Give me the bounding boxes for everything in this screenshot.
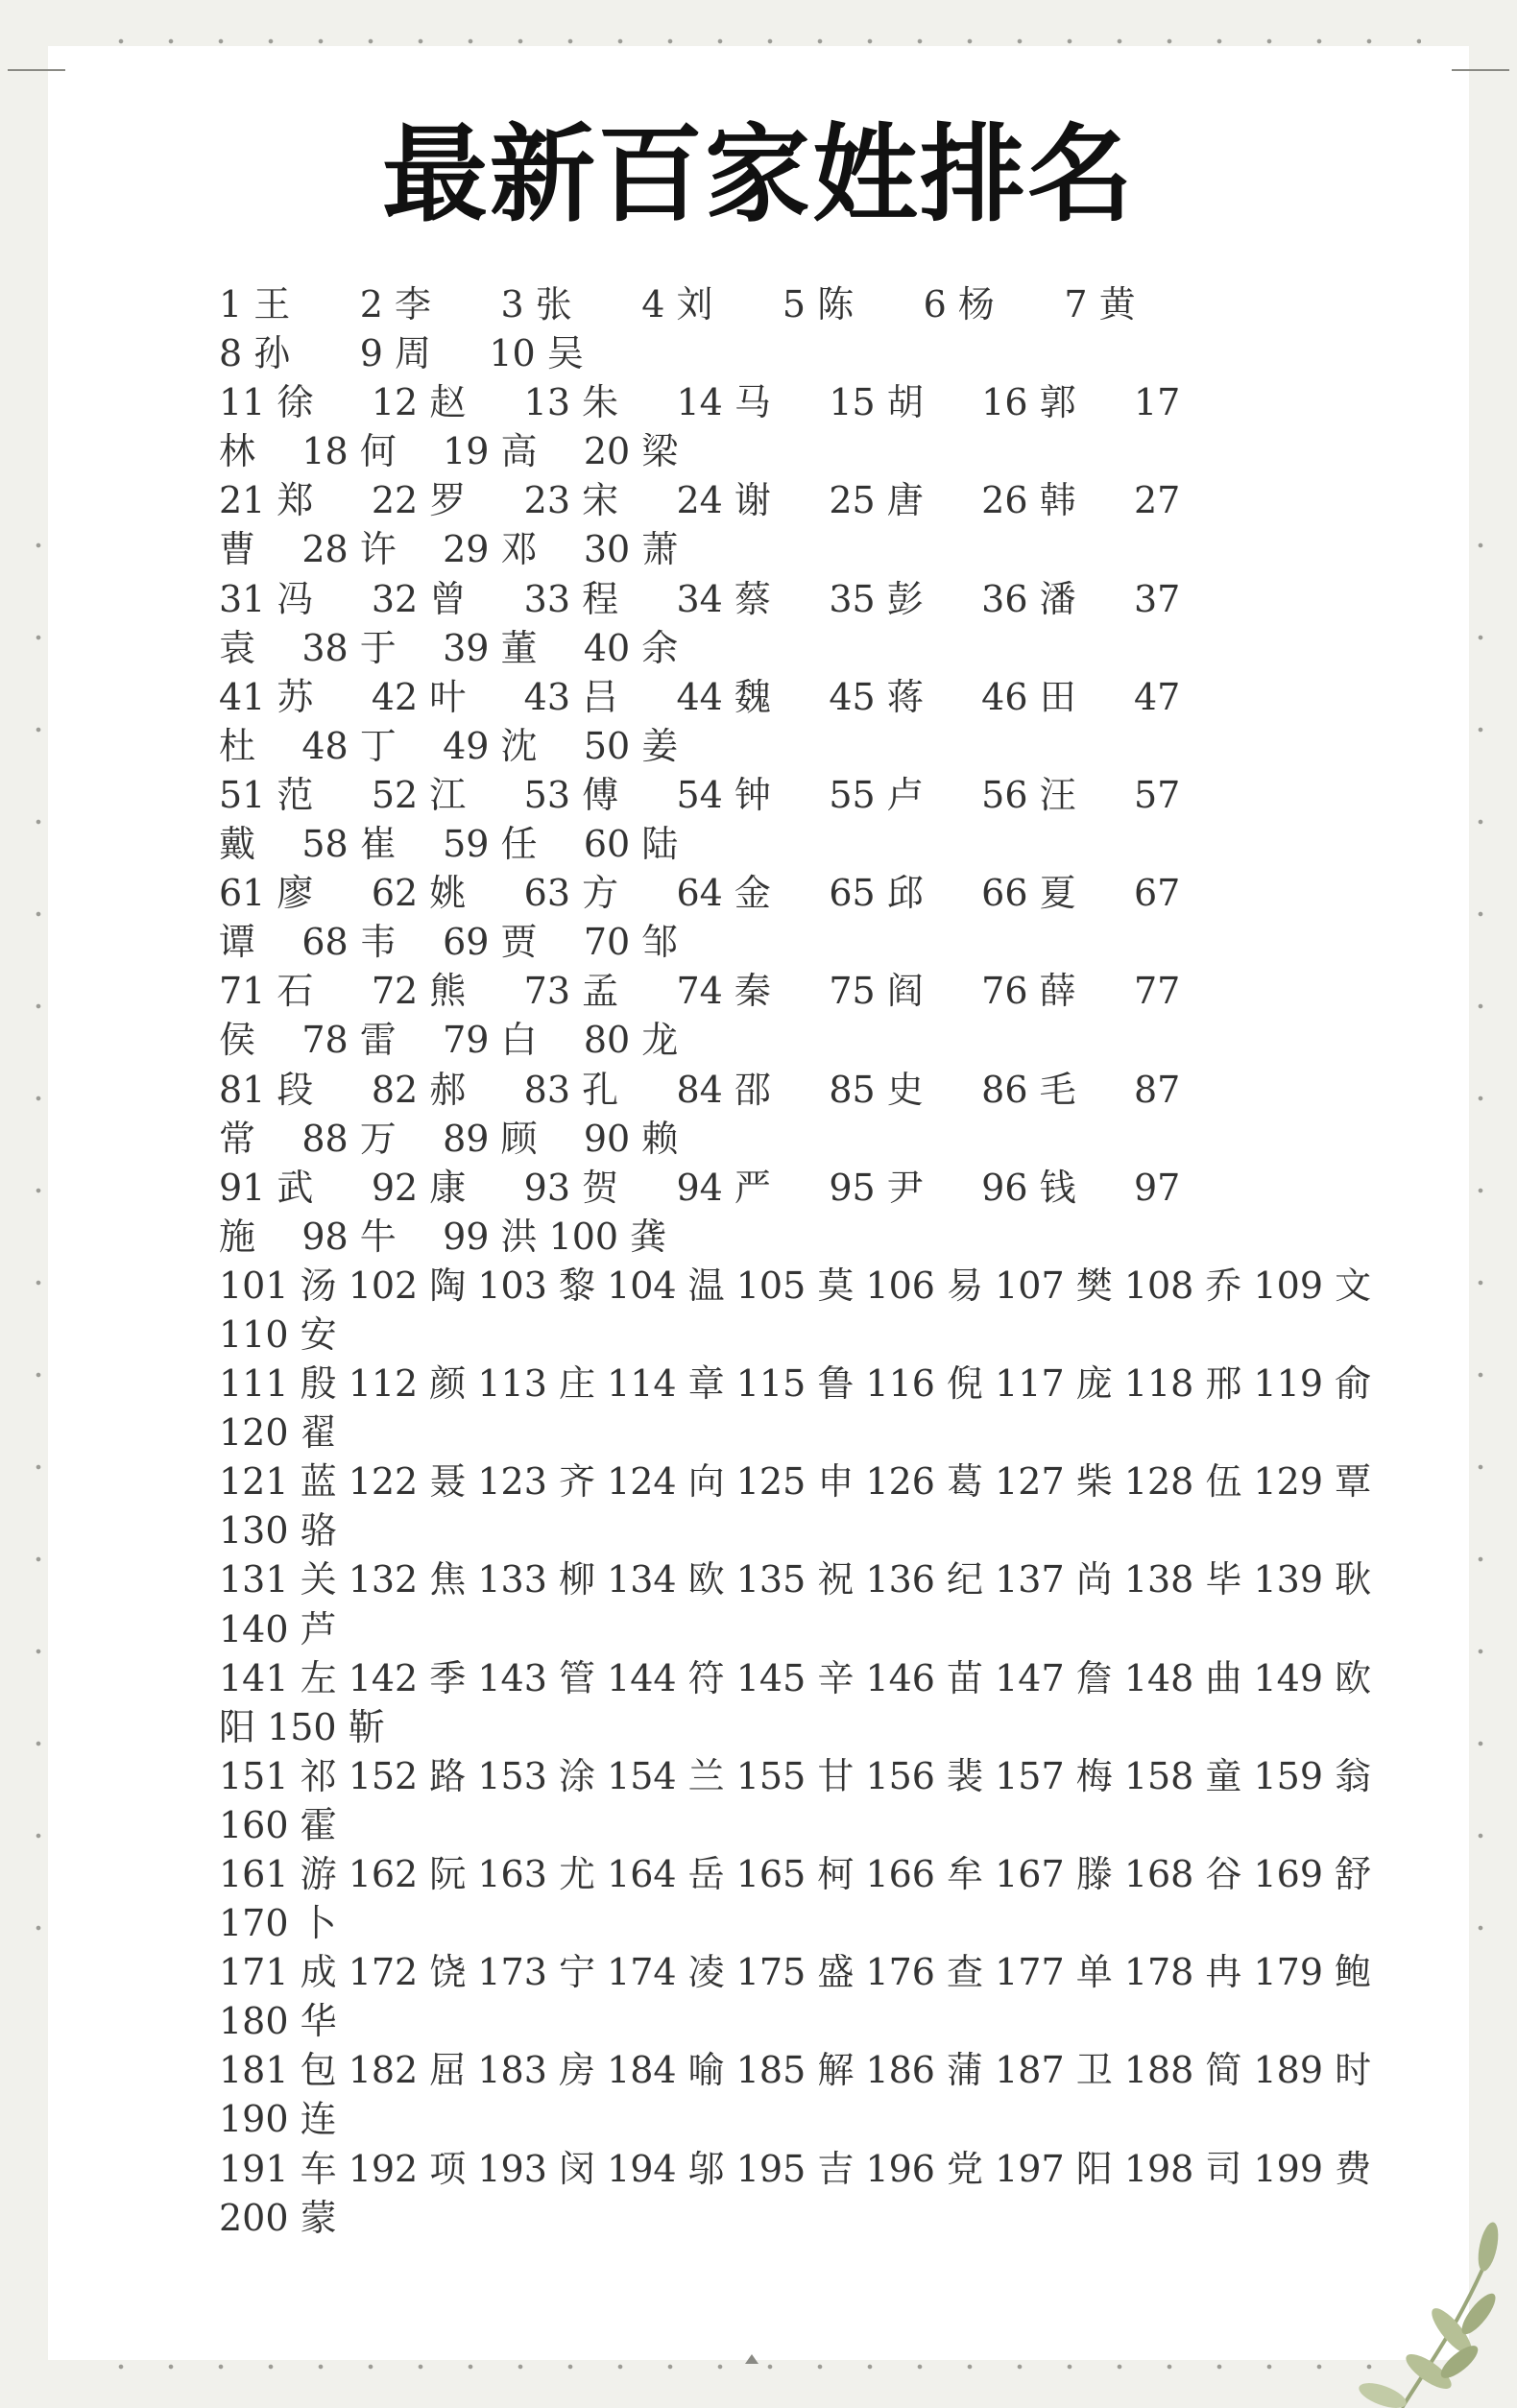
list-line: 41 苏 42 叶 43 吕 44 魏 45 蒋 46 田 47	[219, 675, 1181, 718]
list-line: 171 成 172 饶 173 宁 174 凌 175 盛 176 查 177 单 178 冉 179 鲍	[219, 1951, 1372, 1994]
list-line: 1 王 2 李 3 张 4 刘 5 陈 6 杨 7 黄	[219, 283, 1136, 325]
top-right-border-line	[1452, 69, 1509, 71]
leaf-sprig-decoration	[1344, 2218, 1517, 2408]
list-line: 110 安	[219, 1312, 337, 1356]
list-line: 杜 48 丁 49 沈 50 姜	[219, 724, 679, 767]
list-line: 林 18 何 19 高 20 梁	[219, 430, 679, 473]
list-line: 181 包 182 屈 183 房 184 喻 185 解 186 蒲 187 卫 188 简 189 时	[219, 2049, 1372, 2092]
list-line: 131 关 132 焦 133 柳 134 欧 135 祝 136 纪 137 尚 138 毕 139 耿	[219, 1558, 1372, 1601]
list-line: 71 石 72 熊 73 孟 74 秦 75 阎 76 薛 77	[219, 970, 1181, 1013]
list-line: 191 车 192 项 193 闵 194 邬 195 吉 196 党 197 阳 198 司 199 费	[219, 2147, 1372, 2190]
list-line: 阳 150 靳	[219, 1705, 385, 1748]
list-line: 侯 78 雷 79 白 80 龙	[219, 1019, 679, 1062]
top-dot-border	[96, 36, 1421, 46]
left-dot-border	[35, 499, 42, 1939]
list-line: 141 左 142 季 143 管 144 符 145 辛 146 苗 147 詹 148 曲 149 欧	[219, 1656, 1372, 1699]
list-line: 140 芦	[219, 1607, 337, 1650]
list-line: 161 游 162 阮 163 尤 164 岳 165 柯 166 牟 167 滕 168 谷 169 舒	[219, 1853, 1372, 1895]
right-dot-border	[1477, 499, 1484, 1939]
surname-list	[219, 280, 1409, 2243]
list-line: 190 连	[219, 2098, 337, 2141]
list-line: 31 冯 32 曾 33 程 34 蔡 35 彭 36 潘 37	[219, 577, 1181, 620]
list-line: 200 蒙	[219, 2196, 337, 2239]
list-line: 61 廖 62 姚 63 方 64 金 65 邱 66 夏 67	[219, 872, 1181, 915]
list-line: 常 88 万 89 顾 90 赖	[219, 1117, 679, 1160]
list-line: 21 郑 22 罗 23 宋 24 谢 25 唐 26 韩 27	[219, 479, 1181, 522]
list-line: 121 蓝 122 聂 123 齐 124 向 125 申 126 葛 127 柴 128 伍 129 覃	[219, 1460, 1372, 1504]
bottom-dot-border	[96, 2362, 1421, 2372]
list-line: 施 98 牛 99 洪 100 龚	[219, 1215, 667, 1258]
bottom-triangle-ornament	[745, 2354, 758, 2364]
list-line: 81 段 82 郝 83 孔 84 邵 85 史 86 毛 87	[219, 1068, 1181, 1111]
list-line: 101 汤 102 陶 103 黎 104 温 105 莫 106 易 107 樊 108 乔 109 文	[219, 1264, 1372, 1307]
list-line: 曹 28 许 29 邓 30 萧	[219, 528, 679, 571]
list-line: 180 华	[219, 2000, 337, 2043]
list-line: 11 徐 12 赵 13 朱 14 马 15 胡 16 郭 17	[219, 381, 1181, 424]
list-line: 120 翟	[219, 1411, 337, 1455]
page-title: 最新百家姓排名	[382, 113, 1135, 236]
list-line: 151 祁 152 路 153 涂 154 兰 155 甘 156 裴 157 梅 158 童 159 翁	[219, 1754, 1372, 1797]
list-line: 袁 38 于 39 董 40 余	[219, 626, 679, 669]
list-line: 111 殷 112 颜 113 庄 114 章 115 鲁 116 倪 117 庞 118 邢 119 俞	[219, 1362, 1372, 1406]
list-line: 160 霍	[219, 1803, 337, 1846]
list-line: 91 武 92 康 93 贺 94 严 95 尹 96 钱 97	[219, 1166, 1181, 1209]
list-line: 130 骆	[219, 1509, 337, 1553]
list-line: 170 卜	[219, 1902, 337, 1945]
list-line: 8 孙 9 周 10 吴	[219, 332, 584, 375]
list-line: 51 范 52 江 53 傅 54 钟 55 卢 56 汪 57	[219, 773, 1181, 816]
list-line: 戴 58 崔 59 任 60 陆	[219, 823, 679, 866]
list-line: 谭 68 韦 69 贾 70 邹	[219, 921, 679, 964]
top-left-border-line	[8, 69, 65, 71]
